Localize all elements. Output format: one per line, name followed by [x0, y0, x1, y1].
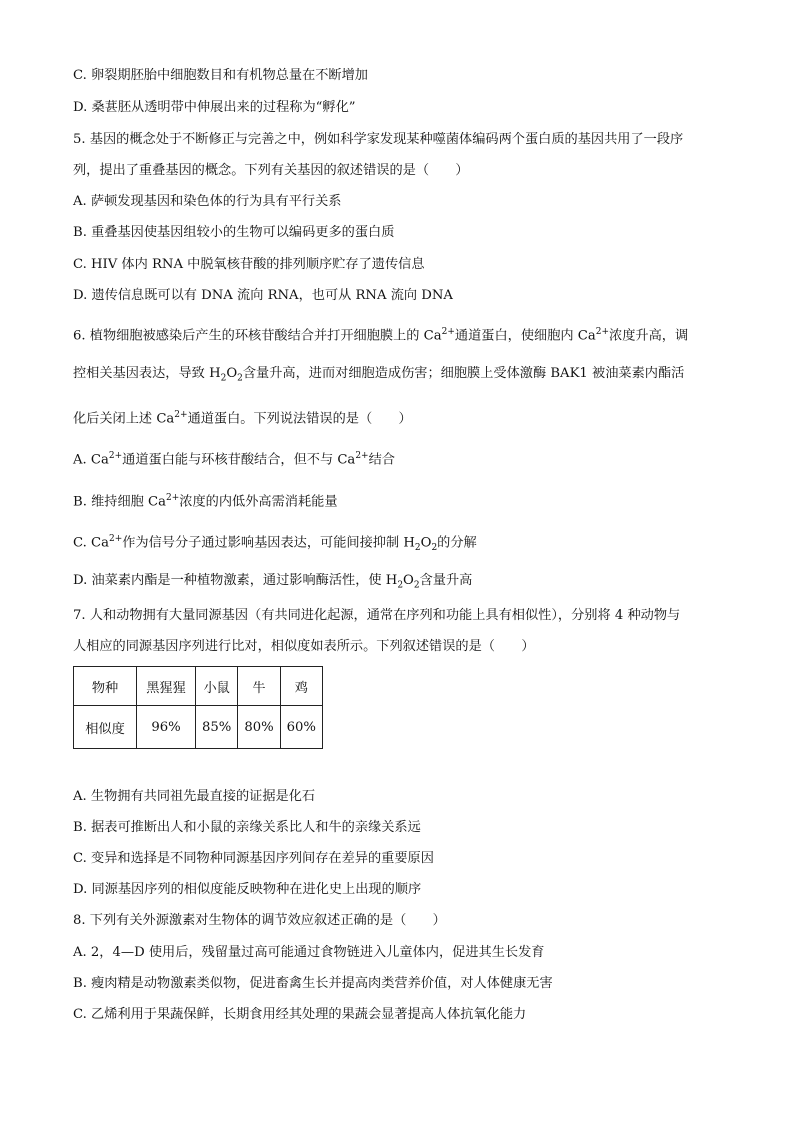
q5-option-c: C. HIV 体内 RNA 中脱氧核苷酸的排列顺序贮存了遗传信息 [73, 257, 425, 272]
table-cell: 相似度 [74, 706, 137, 749]
table-cell: 黑猩猩 [137, 667, 196, 706]
q5-option-a: A. 萨顿发现基因和染色体的行为具有平行关系 [73, 194, 342, 209]
q7-option-b: B. 据表可推断出人和小鼠的亲缘关系比人和牛的亲缘关系远 [73, 820, 421, 835]
q8-option-b: B. 瘦肉精是动物激素类似物，促进畜禽生长并提高肉类营养价值，对人体健康无害 [73, 976, 553, 991]
q6-option-c: C. $Ca^{2+}$作为信号分子通过影响基因表达，可能间接抑制 $H_2O_2$的分解 [73, 534, 477, 554]
table-cell: 小鼠 [196, 667, 238, 706]
q5-stem-line1: 5. 基因的概念处于不断修正与完善之中，例如科学家发现某种噬菌体编码两个蛋白质的基因共用了一段序 [73, 132, 684, 147]
table-cell: 物种 [74, 667, 137, 706]
table-cell: 牛 [238, 667, 280, 706]
q6-stem-line1: 6. 植物细胞被感染后产生的环核苷酸结合并打开细胞膜上的 $Ca^{2+}$通道蛋白，使细胞内 $Ca^{2+}$浓度升高，调 [73, 327, 689, 344]
q6-option-b: B. 维持细胞 $Ca^{2+}$浓度的内低外高需消耗能量 [73, 493, 338, 510]
q6-stem-line2: 控相关基因表达，导致 $H_2O_2$含量升高，进而对细胞造成伤害；细胞膜上受体激酶 BAK1 被油菜素内酯活 [73, 366, 685, 384]
q7-stem-line1: 7. 人和动物拥有大量同源基因（有共同进化起源，通常在序列和功能上具有相似性），分别将 4 种动物与 [73, 608, 681, 623]
table-cell: 60% [280, 706, 322, 749]
q5-stem-line2: 列，提出了重叠基因的概念。下列有关基因的叙述错误的是（ ） [73, 163, 469, 178]
table-cell: 80% [238, 706, 280, 749]
q8-option-c: C. 乙烯利用于果蔬保鲜，长期食用经其处理的果蔬会显著提高人体抗氧化能力 [73, 1007, 527, 1022]
q5-option-b: B. 重叠基因使基因组较小的生物可以编码更多的蛋白质 [73, 225, 395, 240]
similarity-table [73, 666, 323, 749]
q6-stem-line3: 化后关闭上述 $Ca^{2+}$通道蛋白。下列说法错误的是（ ） [73, 410, 412, 427]
table-header-row [74, 667, 323, 706]
q7-option-a: A. 生物拥有共同祖先最直接的证据是化石 [73, 789, 316, 804]
q5-option-d: D. 遗传信息既可以有 DNA 流向 RNA，也可从 RNA 流向 DNA [73, 288, 453, 303]
table-cell: 96% [137, 706, 196, 749]
table-cell: 85% [196, 706, 238, 749]
q8-option-a: A. 2，4—D 使用后，残留量过高可能通过食物链进入儿童体内，促进其生长发育 [73, 945, 545, 960]
table-cell: 鸡 [280, 667, 322, 706]
q4-option-c: C. 卵裂期胚胎中细胞数目和有机物总量在不断增加 [73, 68, 368, 83]
q6-option-a: A. $Ca^{2+}$通道蛋白能与环核苷酸结合，但不与 $Ca^{2+}$结合 [73, 451, 395, 468]
q8-stem: 8. 下列有关外源激素对生物体的调节效应叙述正确的是（ ） [73, 913, 446, 928]
q7-stem-line2: 人相应的同源基因序列进行比对，相似度如表所示。下列叙述错误的是（ ） [73, 639, 535, 654]
q4-option-d: D. 桑葚胚从透明带中伸展出来的过程称为“孵化” [73, 100, 356, 115]
q7-option-c: C. 变异和选择是不同物种同源基因序列间存在差异的重要原因 [73, 851, 434, 866]
q7-option-d: D. 同源基因序列的相似度能反映物种在进化史上出现的顺序 [73, 882, 422, 897]
table-row [74, 706, 323, 749]
q6-option-d: D. 油菜素内酯是一种植物激素，通过影响酶活性，使 $H_2O_2$含量升高 [73, 573, 473, 591]
